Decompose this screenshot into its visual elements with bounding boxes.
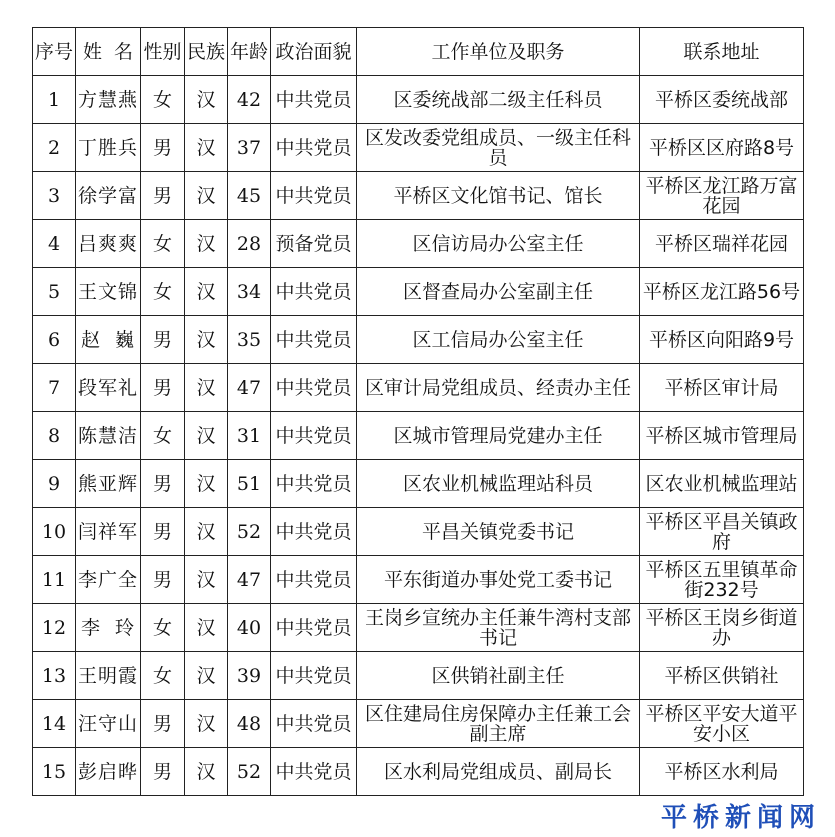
person-name-cell: 丁胜兵 xyxy=(76,124,141,172)
gender-cell: 女 xyxy=(141,652,185,700)
contact-address-cell: 平桥区平昌关镇政府 xyxy=(640,508,804,556)
political-status-cell: 中共党员 xyxy=(271,124,357,172)
gender-cell: 男 xyxy=(141,172,185,220)
person-name-cell: 王文锦 xyxy=(76,268,141,316)
job-title-cell: 区城市管理局党建办主任 xyxy=(357,412,640,460)
job-title-cell: 区水利局党组成员、副局长 xyxy=(357,748,640,796)
gender-cell: 男 xyxy=(141,556,185,604)
contact-address-cell: 平桥区瑞祥花园 xyxy=(640,220,804,268)
contact-address-cell: 平桥区向阳路9号 xyxy=(640,316,804,364)
gender-cell: 男 xyxy=(141,364,185,412)
row-number-cell: 8 xyxy=(33,412,76,460)
job-title-cell: 区审计局党组成员、经责办主任 xyxy=(357,364,640,412)
person-name-cell: 段军礼 xyxy=(76,364,141,412)
age-cell: 37 xyxy=(228,124,271,172)
contact-address-cell: 平桥区城市管理局 xyxy=(640,412,804,460)
table-row xyxy=(33,748,804,796)
political-status-cell: 中共党员 xyxy=(271,748,357,796)
row-number-cell: 14 xyxy=(33,700,76,748)
ethnicity-cell: 汉 xyxy=(185,460,228,508)
header-cell: 性别 xyxy=(141,28,185,76)
ethnicity-cell: 汉 xyxy=(185,172,228,220)
row-number-cell: 12 xyxy=(33,604,76,652)
header-row xyxy=(33,28,804,76)
gender-cell: 女 xyxy=(141,604,185,652)
header-cell: 联系地址 xyxy=(640,28,804,76)
job-title-cell: 区供销社副主任 xyxy=(357,652,640,700)
political-status-cell: 中共党员 xyxy=(271,364,357,412)
header-cell: 工作单位及职务 xyxy=(357,28,640,76)
ethnicity-cell: 汉 xyxy=(185,76,228,124)
person-name-cell: 闫祥军 xyxy=(76,508,141,556)
table-row xyxy=(33,652,804,700)
ethnicity-cell: 汉 xyxy=(185,652,228,700)
row-number-cell: 15 xyxy=(33,748,76,796)
table-row xyxy=(33,172,804,220)
row-number-cell: 13 xyxy=(33,652,76,700)
contact-address-cell: 平桥区审计局 xyxy=(640,364,804,412)
job-title-cell: 区发改委党组成员、一级主任科员 xyxy=(357,124,640,172)
table-row xyxy=(33,220,804,268)
political-status-cell: 中共党员 xyxy=(271,556,357,604)
row-number-cell: 7 xyxy=(33,364,76,412)
gender-cell: 男 xyxy=(141,700,185,748)
political-status-cell: 中共党员 xyxy=(271,460,357,508)
table-row xyxy=(33,268,804,316)
header-cell: 姓 名 xyxy=(76,28,141,76)
person-name-cell: 赵 巍 xyxy=(76,316,141,364)
political-status-cell: 预备党员 xyxy=(271,220,357,268)
political-status-cell: 中共党员 xyxy=(271,700,357,748)
gender-cell: 女 xyxy=(141,268,185,316)
gender-cell: 男 xyxy=(141,124,185,172)
contact-address-cell: 平桥区水利局 xyxy=(640,748,804,796)
contact-address-cell: 平桥区龙江路56号 xyxy=(640,268,804,316)
age-cell: 52 xyxy=(228,508,271,556)
table-row xyxy=(33,508,804,556)
age-cell: 45 xyxy=(228,172,271,220)
age-cell: 28 xyxy=(228,220,271,268)
political-status-cell: 中共党员 xyxy=(271,268,357,316)
gender-cell: 男 xyxy=(141,460,185,508)
job-title-cell: 区信访局办公室主任 xyxy=(357,220,640,268)
ethnicity-cell: 汉 xyxy=(185,364,228,412)
job-title-cell: 平东街道办事处党工委书记 xyxy=(357,556,640,604)
person-name-cell: 李 玲 xyxy=(76,604,141,652)
job-title-cell: 区农业机械监理站科员 xyxy=(357,460,640,508)
political-status-cell: 中共党员 xyxy=(271,76,357,124)
person-name-cell: 吕爽爽 xyxy=(76,220,141,268)
job-title-cell: 平桥区文化馆书记、馆长 xyxy=(357,172,640,220)
row-number-cell: 10 xyxy=(33,508,76,556)
roster-table xyxy=(32,27,804,796)
table-row xyxy=(33,700,804,748)
row-number-cell: 11 xyxy=(33,556,76,604)
age-cell: 39 xyxy=(228,652,271,700)
person-name-cell: 徐学富 xyxy=(76,172,141,220)
table-row xyxy=(33,124,804,172)
ethnicity-cell: 汉 xyxy=(185,268,228,316)
job-title-cell: 区委统战部二级主任科员 xyxy=(357,76,640,124)
age-cell: 31 xyxy=(228,412,271,460)
contact-address-cell: 平桥区五里镇革命街232号 xyxy=(640,556,804,604)
row-number-cell: 3 xyxy=(33,172,76,220)
age-cell: 48 xyxy=(228,700,271,748)
gender-cell: 女 xyxy=(141,412,185,460)
header-cell: 年龄 xyxy=(228,28,271,76)
job-title-cell: 区住建局住房保障办主任兼工会副主席 xyxy=(357,700,640,748)
political-status-cell: 中共党员 xyxy=(271,508,357,556)
age-cell: 42 xyxy=(228,76,271,124)
ethnicity-cell: 汉 xyxy=(185,412,228,460)
ethnicity-cell: 汉 xyxy=(185,220,228,268)
contact-address-cell: 平桥区供销社 xyxy=(640,652,804,700)
age-cell: 34 xyxy=(228,268,271,316)
gender-cell: 男 xyxy=(141,748,185,796)
ethnicity-cell: 汉 xyxy=(185,700,228,748)
table-row xyxy=(33,76,804,124)
job-title-cell: 平昌关镇党委书记 xyxy=(357,508,640,556)
table-row xyxy=(33,316,804,364)
contact-address-cell: 平桥区委统战部 xyxy=(640,76,804,124)
table-row xyxy=(33,460,804,508)
table-row xyxy=(33,412,804,460)
contact-address-cell: 区农业机械监理站 xyxy=(640,460,804,508)
contact-address-cell: 平桥区王岗乡街道办 xyxy=(640,604,804,652)
gender-cell: 女 xyxy=(141,220,185,268)
political-status-cell: 中共党员 xyxy=(271,316,357,364)
ethnicity-cell: 汉 xyxy=(185,508,228,556)
political-status-cell: 中共党员 xyxy=(271,604,357,652)
header-cell: 政治面貌 xyxy=(271,28,357,76)
gender-cell: 男 xyxy=(141,508,185,556)
header-cell: 序号 xyxy=(33,28,76,76)
ethnicity-cell: 汉 xyxy=(185,124,228,172)
political-status-cell: 中共党员 xyxy=(271,652,357,700)
ethnicity-cell: 汉 xyxy=(185,556,228,604)
person-name-cell: 李广全 xyxy=(76,556,141,604)
political-status-cell: 中共党员 xyxy=(271,412,357,460)
table-row xyxy=(33,556,804,604)
gender-cell: 女 xyxy=(141,76,185,124)
row-number-cell: 1 xyxy=(33,76,76,124)
header-cell: 民族 xyxy=(185,28,228,76)
row-number-cell: 9 xyxy=(33,460,76,508)
row-number-cell: 4 xyxy=(33,220,76,268)
gender-cell: 男 xyxy=(141,316,185,364)
row-number-cell: 6 xyxy=(33,316,76,364)
age-cell: 51 xyxy=(228,460,271,508)
age-cell: 35 xyxy=(228,316,271,364)
row-number-cell: 2 xyxy=(33,124,76,172)
table-row xyxy=(33,604,804,652)
table-row xyxy=(33,364,804,412)
person-name-cell: 熊亚辉 xyxy=(76,460,141,508)
contact-address-cell: 平桥区区府路8号 xyxy=(640,124,804,172)
age-cell: 52 xyxy=(228,748,271,796)
age-cell: 47 xyxy=(228,364,271,412)
site-watermark: 平桥新闻网 xyxy=(660,803,821,833)
person-name-cell: 汪守山 xyxy=(76,700,141,748)
job-title-cell: 区工信局办公室主任 xyxy=(357,316,640,364)
person-name-cell: 王明霞 xyxy=(76,652,141,700)
job-title-cell: 区督查局办公室副主任 xyxy=(357,268,640,316)
person-name-cell: 陈慧洁 xyxy=(76,412,141,460)
political-status-cell: 中共党员 xyxy=(271,172,357,220)
contact-address-cell: 平桥区龙江路万富花园 xyxy=(640,172,804,220)
job-title-cell: 王岗乡宣统办主任兼牛湾村支部书记 xyxy=(357,604,640,652)
row-number-cell: 5 xyxy=(33,268,76,316)
ethnicity-cell: 汉 xyxy=(185,316,228,364)
age-cell: 40 xyxy=(228,604,271,652)
age-cell: 47 xyxy=(228,556,271,604)
person-name-cell: 方慧燕 xyxy=(76,76,141,124)
ethnicity-cell: 汉 xyxy=(185,604,228,652)
contact-address-cell: 平桥区平安大道平安小区 xyxy=(640,700,804,748)
person-name-cell: 彭启晔 xyxy=(76,748,141,796)
ethnicity-cell: 汉 xyxy=(185,748,228,796)
